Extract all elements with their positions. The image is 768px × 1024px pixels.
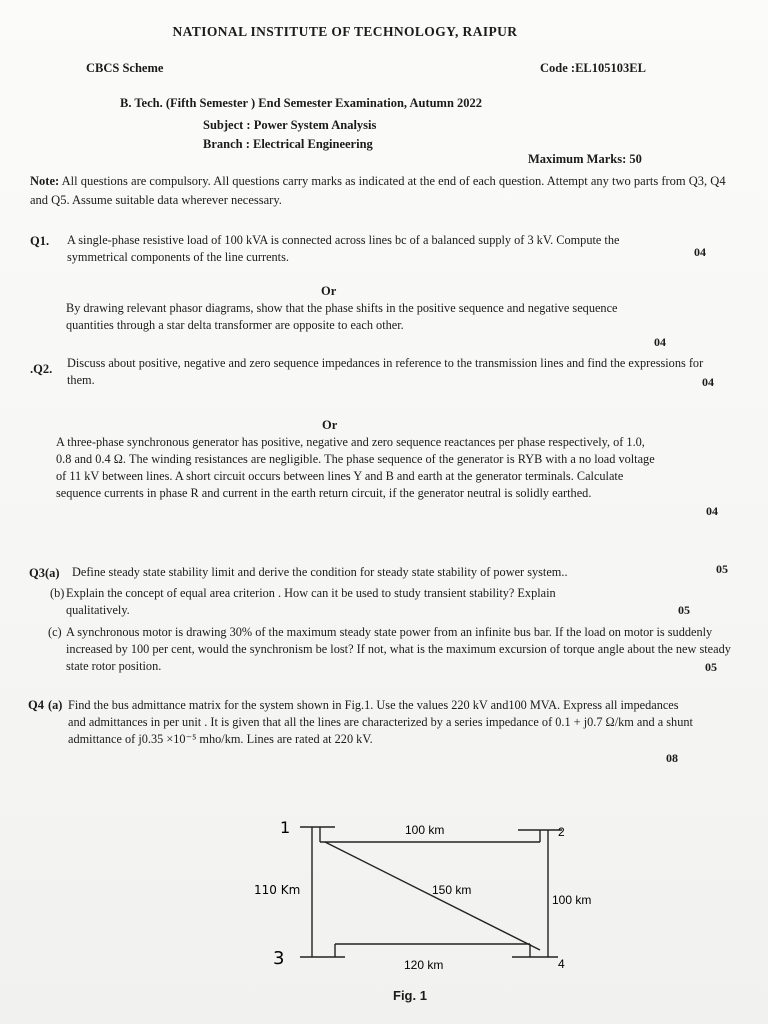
q1-or: Or [321, 284, 337, 298]
q3-number: Q3(a) [29, 566, 60, 580]
note-text: All questions are compulsory. All questions carry marks as indicated at the end of each question. Attempt any two parts from Q3, Q4 and Q5. Assume suitable data wherever necessary. [30, 174, 726, 207]
q2-alt-marks: 04 [706, 504, 718, 518]
q3c-label: (c) [48, 625, 62, 639]
institute-title: NATIONAL INSTITUTE OF TECHNOLOGY, RAIPUR [172, 24, 518, 39]
line-2-4-length: 100 km [552, 893, 592, 907]
line-1-4-length: 150 km [432, 883, 472, 897]
branch-line: Branch : Electrical Engineering [203, 137, 373, 151]
maximum-marks: Maximum Marks: 50 [528, 152, 642, 166]
figure-1-network [240, 812, 620, 982]
q2-or: Or [322, 418, 338, 432]
q3b-marks: 05 [678, 603, 690, 617]
bus-3-label: 3 [273, 948, 285, 969]
line-1-3-length: 110 Km [254, 883, 301, 897]
q3b-label: (b) [50, 586, 65, 600]
q4a-label: (a) [48, 698, 63, 712]
scheme-label: CBCS Scheme [86, 61, 164, 75]
instructions-note [30, 172, 740, 210]
q3a-text: Define steady state stability limit and derive the condition for steady state stability of power system.. [72, 565, 568, 579]
line-3-4-length: 120 km [404, 958, 444, 972]
q4a-marks: 08 [666, 751, 678, 765]
q2-alt-text: A three-phase synchronous generator has positive, negative and zero sequence reactances per phase respectively, of 1.0, 0.8 and 0.4 Ω. The winding resistances are negligible. The phase sequence of the generator is RYB with a no load voltage of 11 kV between lines. A short circuit occurs between lines Y and B and earth at the generator terminals. Calculate sequence currents in phase R and current in the earth return circuit, if the generator neutral is solidly earthed. [56, 435, 655, 500]
q3c-marks: 05 [705, 660, 717, 674]
note-label: Note: [30, 174, 60, 188]
q1-alt-text: By drawing relevant phasor diagrams, show that the phase shifts in the positive sequence and negative sequence quantities through a star delta transformer are opposite to each other. [66, 301, 618, 332]
q1-marks: 04 [694, 245, 706, 259]
bus-4-label: 4 [558, 957, 565, 971]
q2-number: .Q2. [30, 362, 53, 376]
q1-number: Q1. [30, 234, 50, 248]
course-code: Code :EL105103EL [540, 61, 646, 75]
bus-2-label: 2 [558, 825, 565, 839]
q3c-text: A synchronous motor is drawing 30% of the maximum steady state power from an infinite bus bar. If the load on motor is suddenly increased by 100 per cent, would the synchronism be lost? If not, what is the maximum excursion of torque angle about the new steady state rotor position. [66, 625, 731, 673]
line-1-2-length: 100 km [405, 823, 445, 837]
subject-line: Subject : Power System Analysis [203, 118, 377, 132]
exam-title: B. Tech. (Fifth Semester ) End Semester Examination, Autumn 2022 [120, 96, 483, 110]
q1-text: A single-phase resistive load of 100 kVA is connected across lines bc of a balanced supply of 3 kV. Compute the symmetrical components of the line currents. [67, 233, 620, 264]
bus-1-label: 1 [280, 818, 291, 837]
q2-text: Discuss about positive, negative and zero sequence impedances in reference to the transmission lines and find the expressions for them. [67, 356, 704, 387]
q4-number: Q4 [28, 698, 44, 712]
q1-alt-marks: 04 [654, 335, 666, 349]
q4a-text: Find the bus admittance matrix for the system shown in Fig.1. Use the values 220 kV and100 MVA. Express all impedances and admittances in per unit . It is given that all the lines are characterized by a series impedance of 0.1 + j0.7 Ω/km and a shunt admittance of j0.35 ×10⁻⁵ mho/km. Lines are rated at 220 kV. [68, 698, 693, 746]
figure-caption: Fig. 1 [393, 988, 427, 1003]
q3b-text: Explain the concept of equal area criterion . How can it be used to study transient stability? Explain qualitatively. [66, 586, 556, 617]
q2-marks: 04 [702, 375, 714, 389]
q3a-marks: 05 [716, 562, 728, 576]
